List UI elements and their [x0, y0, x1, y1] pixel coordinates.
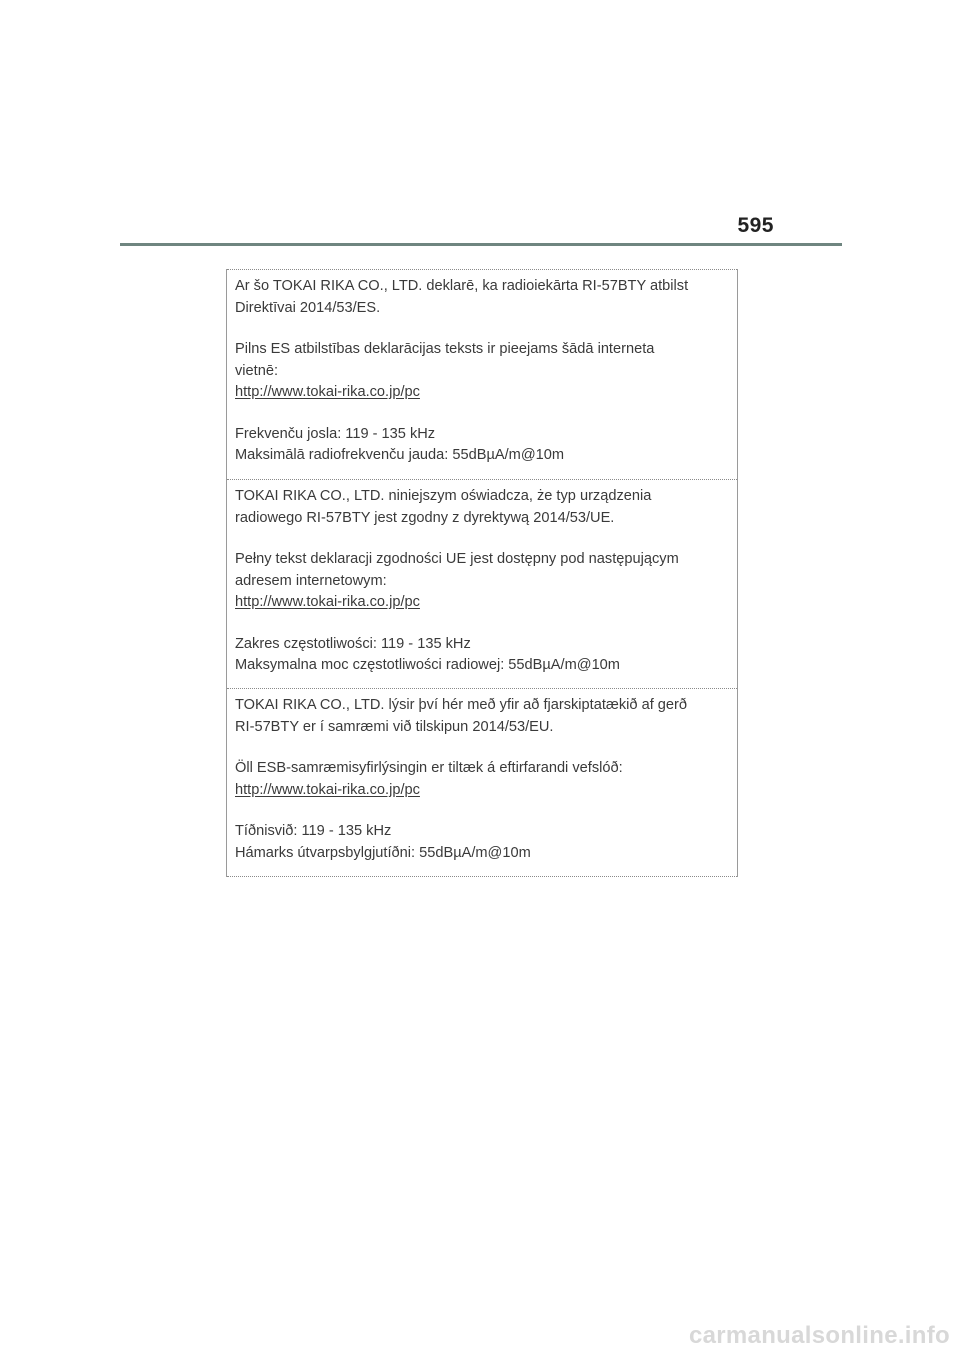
page-number: 595 [737, 214, 774, 237]
fulltext-line-1: Pilns ES atbilstības deklarācijas teksts ir pieejams šādā interneta [235, 341, 655, 357]
fulltext-line-1: Öll ESB-samræmisyfirlýsingin er tiltæk á eftirfarandi vefslóð: [235, 760, 623, 776]
frequency-band: Zakres częstotliwości: 119 - 135 kHz [235, 635, 471, 652]
max-power: Maksymalna moc częstotliwości radiowej: 55dBµA/m@10m [235, 657, 620, 673]
statement-line-1: Ar šo TOKAI RIKA CO., LTD. deklarē, ka radioiekārta RI-57BTY atbilst [235, 278, 689, 294]
declaration-url-link[interactable]: http://www.tokai-rika.co.jp/pc [235, 384, 420, 400]
declaration-cell-latvian [227, 269, 737, 479]
statement-line-2: RI-57BTY er í samræmi við tilskipun 2014/53/EU. [235, 718, 554, 735]
statement-line-2: Direktīvai 2014/53/ES. [235, 299, 381, 316]
frequency-band: Tíðnisvið: 119 - 135 kHz [235, 823, 392, 839]
frequency-band: Frekvenču josla: 119 - 135 kHz [235, 425, 436, 442]
statement-line-1: TOKAI RIKA CO., LTD. lýsir því hér með yfir að fjarskiptatækið af gerð [235, 697, 688, 713]
declaration-cell-polish [227, 479, 737, 688]
watermark: carmanualsonline.info [688, 1322, 950, 1349]
statement-line-1: TOKAI RIKA CO., LTD. niniejszym oświadcza, że typ urządzenia [235, 488, 652, 504]
header-rule [120, 243, 842, 246]
declaration-cell-icelandic [227, 688, 737, 877]
declaration-url-link[interactable]: http://www.tokai-rika.co.jp/pc [235, 594, 420, 610]
statement-line-2: radiowego RI-57BTY jest zgodny z dyrektywą 2014/53/UE. [235, 509, 615, 526]
declaration-url-link[interactable]: http://www.tokai-rika.co.jp/pc [235, 781, 420, 798]
declaration-table [226, 269, 738, 877]
fulltext-line-2: adresem internetowym: [235, 572, 387, 589]
fulltext-line-1: Pełny tekst deklaracji zgodności UE jest dostępny pod następującym [235, 551, 679, 567]
max-power: Hámarks útvarpsbylgjutíðni: 55dBµA/m@10m [235, 844, 531, 861]
fulltext-line-2: vietnē: [235, 362, 278, 379]
max-power: Maksimālā radiofrekvenču jauda: 55dBµA/m@10m [235, 447, 565, 463]
